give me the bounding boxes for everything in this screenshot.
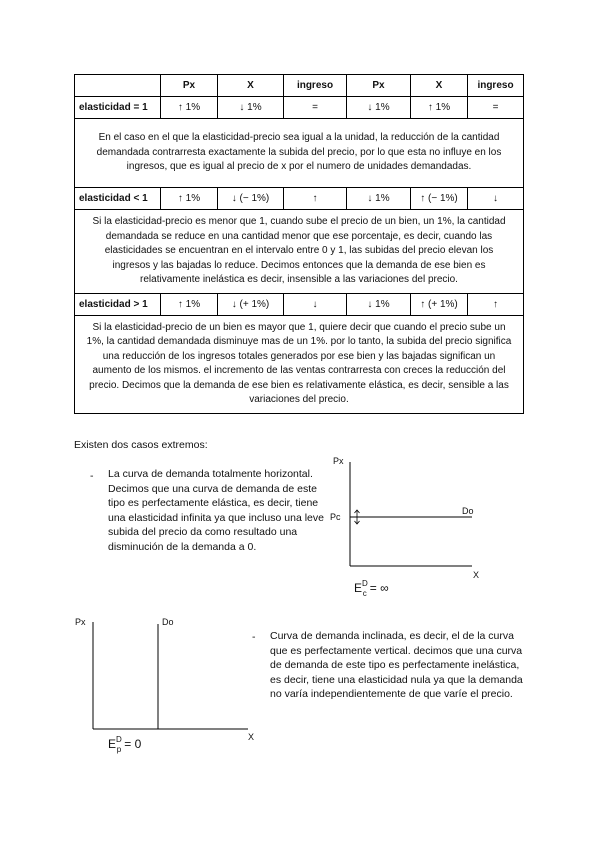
header-cell: Px <box>347 75 411 97</box>
table-cell: ↑ 1% <box>411 97 468 119</box>
curve-label: Do <box>462 506 474 516</box>
elasticity-formula: $E^D$ c = ∞ <box>354 579 389 598</box>
row-label: elasticidad = 1 <box>75 97 161 119</box>
inelastic-demand-graph <box>68 612 268 760</box>
table-row <box>75 188 524 210</box>
y-axis-label: Px <box>333 456 344 466</box>
x-axis-label: X <box>473 570 480 580</box>
table-cell: ↑ <box>284 188 347 210</box>
bullet-dash: - <box>252 631 256 643</box>
table-cell: ↓ 1% <box>347 97 411 119</box>
table-cell: ↓ 1% <box>347 293 411 315</box>
y-axis-label: Px <box>75 617 86 627</box>
table-cell: = <box>468 97 524 119</box>
row-label: elasticidad > 1 <box>75 293 161 315</box>
header-cell: X <box>411 75 468 97</box>
header-cell: ingreso <box>284 75 347 97</box>
elastic-demand-graph <box>326 452 486 602</box>
table-row <box>75 97 524 119</box>
curve-label: Do <box>162 617 174 627</box>
table-cell: ↑ 1% <box>161 188 218 210</box>
table-cell: = <box>284 97 347 119</box>
elasticity-table <box>74 74 524 414</box>
table-cell: ↓ <box>468 188 524 210</box>
table-cell: ↓ <box>284 293 347 315</box>
table-cell: ↓ (+ 1%) <box>218 293 284 315</box>
header-cell <box>75 75 161 97</box>
case2-text: Curva de demanda inclinada, es decir, el de la curva que es perfectamente vertical. decimos que una curva de demanda de este tipo es perfectamente inelástica, es decir, tiene una elasticidad nula ya que la demanda no varía independientemente de que varíe el precio. <box>270 630 523 700</box>
explanation-row <box>75 119 524 188</box>
header-cell: ingreso <box>468 75 524 97</box>
price-label: Pc <box>330 512 341 522</box>
explanation-row <box>75 315 524 413</box>
case1-text: La curva de demanda totalmente horizontal. Decimos que una curva de demanda de este tipo es perfectamente elástica, es decir, tiene una elasticidad infinita ya que incluso una leve subida del precio da como resultado una disminución de la demanda a 0. <box>108 468 324 553</box>
table-cell: ↑ (+ 1%) <box>411 293 468 315</box>
header-cell: Px <box>161 75 218 97</box>
table-cell: ↓ (− 1%) <box>218 188 284 210</box>
bullet-dash: - <box>90 470 94 482</box>
table-cell: ↑ <box>468 293 524 315</box>
header-cell: X <box>218 75 284 97</box>
table-row <box>75 293 524 315</box>
explanation-text: Si la elasticidad-precio de un bien es mayor que 1, quiere decir que cuando el precio sube un 1%, la cantidad demandada disminuye mas de un 1%. por lo tanto, la subida del precio significa una reducción de los ingresos totales generados por ese bien y las bajadas significan un aumento de los mismos. el incremento de las ventas contrarresta con creces la reducción del precio. Decimos que la demanda de ese bien es relativamente elástica, es decir, sensible a las variaciones del precio. <box>75 315 524 413</box>
table-cell: ↑ 1% <box>161 97 218 119</box>
table-header-row <box>75 75 524 97</box>
intro-text: Existen dos casos extremos: <box>74 439 208 451</box>
x-axis-label: X <box>248 732 255 742</box>
table-cell: ↓ 1% <box>347 188 411 210</box>
explanation-text: En el caso en el que la elasticidad-precio sea igual a la unidad, la reducción de la cantidad demandada contrarresta exactamente la subida del precio, por lo que esta no influye en los ingresos, que es igual al precio de x por el numero de unidades demandadas. <box>75 119 524 188</box>
table-cell: ↓ 1% <box>218 97 284 119</box>
elasticity-formula: $E^D$ p = 0 <box>108 735 142 754</box>
explanation-text: Si la elasticidad-precio es menor que 1, cuando sube el precio de un bien, un 1%, la cantidad demandada se reduce en una cantidad menor que ese porcentaje, es decir, cuando las elasticidades se encuentran en el intervalo entre 0 y 1, las subidas del precio elevan los ingresos y las bajadas lo reduce. Decimos entonces que la demanda de ese bien es relativamente inelástica es decir, insensible a las variaciones del precio. <box>75 210 524 294</box>
table-cell: ↑ 1% <box>161 293 218 315</box>
row-label: elasticidad < 1 <box>75 188 161 210</box>
explanation-row <box>75 210 524 294</box>
table-cell: ↑ (− 1%) <box>411 188 468 210</box>
